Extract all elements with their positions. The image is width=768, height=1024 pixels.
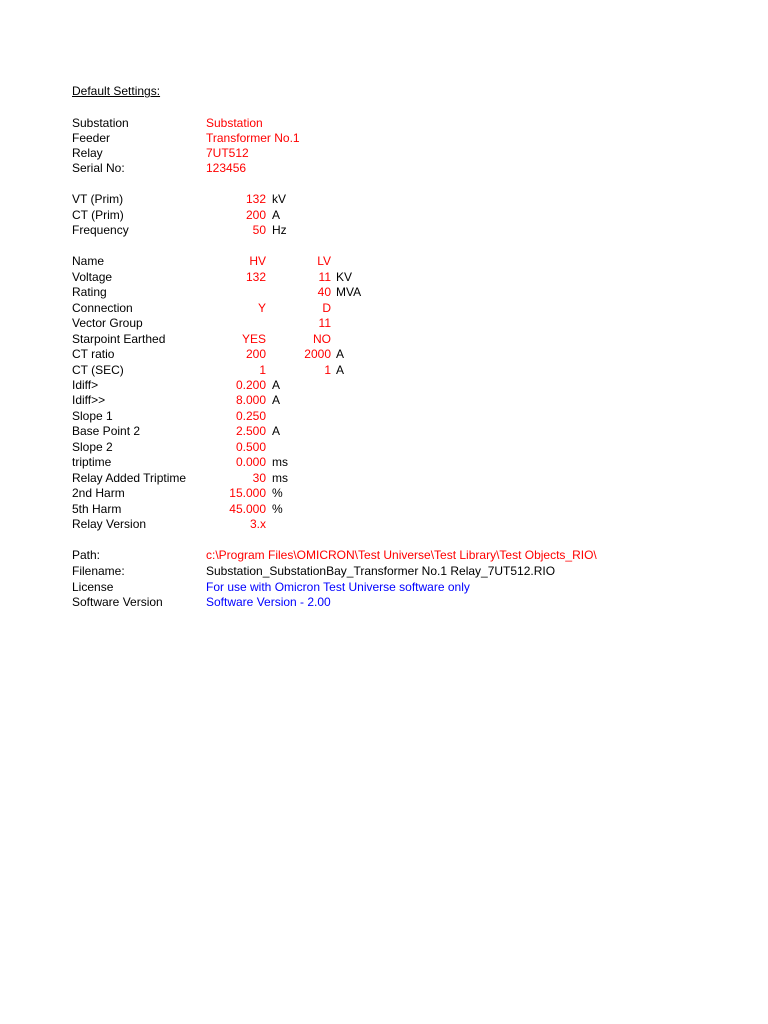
frequency-row bbox=[0, 223, 768, 238]
starpoint-lv: NO bbox=[313, 332, 331, 346]
slope2-value: 0.500 bbox=[235, 440, 266, 454]
idiff1-label: Idiff> bbox=[72, 378, 99, 392]
idiff2-row bbox=[0, 393, 768, 408]
ct-sec-hv: 1 bbox=[259, 363, 266, 377]
base-point2-row bbox=[0, 424, 768, 439]
relay-version-row bbox=[0, 517, 768, 532]
triptime-unit: ms bbox=[272, 455, 288, 469]
ct-ratio-row bbox=[0, 347, 768, 362]
name-hv: HV bbox=[249, 254, 266, 268]
ct-ratio-lv: 2000 bbox=[304, 347, 331, 361]
voltage-hv: 132 bbox=[245, 270, 266, 284]
harm2-value: 15.000 bbox=[229, 486, 266, 500]
harm2-label: 2nd Harm bbox=[72, 486, 125, 500]
relay-added-triptime-row bbox=[0, 471, 768, 486]
path-value: c:\Program Files\OMICRON\Test Universe\Test Library\Test Objects_RIO\ bbox=[206, 548, 597, 562]
connection-label: Connection bbox=[72, 301, 133, 315]
relay-row bbox=[0, 146, 768, 161]
serial-row bbox=[0, 161, 768, 176]
rating-lv: 40 bbox=[317, 285, 331, 299]
slope1-label: Slope 1 bbox=[72, 409, 113, 423]
license-label: License bbox=[72, 580, 114, 594]
license-value: For use with Omicron Test Universe software only bbox=[206, 580, 470, 594]
serial-value: 123456 bbox=[206, 161, 247, 175]
idiff2-value: 8.000 bbox=[235, 393, 266, 407]
connection-hv: Y bbox=[257, 301, 266, 315]
harm5-value: 45.000 bbox=[229, 502, 266, 516]
serial-label: Serial No: bbox=[72, 161, 125, 175]
voltage-label: Voltage bbox=[72, 270, 113, 284]
slope1-value: 0.250 bbox=[235, 409, 266, 423]
vector-group-lv: 11 bbox=[318, 316, 331, 330]
starpoint-row bbox=[0, 332, 768, 347]
harm5-label: 5th Harm bbox=[72, 502, 122, 516]
base-point2-value: 2.500 bbox=[235, 424, 266, 438]
frequency-value: 50 bbox=[252, 223, 266, 237]
ct-prim-row bbox=[0, 208, 768, 223]
idiff1-unit: A bbox=[272, 378, 281, 392]
connection-lv: D bbox=[322, 301, 331, 315]
vector-group-label: Vector Group bbox=[72, 316, 143, 330]
ct-prim-label: CT (Prim) bbox=[72, 208, 124, 222]
connection-row bbox=[0, 301, 768, 316]
filename-row bbox=[0, 564, 768, 579]
idiff2-label: Idiff>> bbox=[72, 393, 106, 407]
base-point2-label: Base Point 2 bbox=[72, 424, 141, 438]
name-lv: LV bbox=[317, 254, 331, 268]
harm2-unit: % bbox=[272, 486, 283, 500]
feeder-value: Transformer No.1 bbox=[206, 131, 300, 145]
harm5-row bbox=[0, 502, 768, 517]
ct-sec-lv: 1 bbox=[324, 363, 331, 377]
triptime-row bbox=[0, 455, 768, 470]
vt-prim-value: 132 bbox=[245, 192, 266, 206]
vt-prim-label: VT (Prim) bbox=[72, 192, 124, 206]
relay-label: Relay bbox=[72, 146, 103, 160]
vt-prim-unit: kV bbox=[272, 192, 287, 206]
rating-row bbox=[0, 285, 768, 300]
ct-ratio-label: CT ratio bbox=[72, 347, 115, 361]
idiff1-row bbox=[0, 378, 768, 393]
substation-label: Substation bbox=[72, 116, 129, 130]
idiff2-unit: A bbox=[272, 393, 281, 407]
relay-added-triptime-unit: ms bbox=[272, 471, 288, 485]
triptime-label: triptime bbox=[72, 455, 112, 469]
base-point2-unit: A bbox=[272, 424, 281, 438]
ct-prim-value: 200 bbox=[245, 208, 266, 222]
vt-prim-row bbox=[0, 192, 768, 207]
filename-label: Filename: bbox=[72, 564, 125, 578]
filename-value: Substation_SubstationBay_Transformer No.1 Relay_7UT512.RIO bbox=[206, 564, 556, 578]
frequency-unit: Hz bbox=[272, 223, 287, 237]
relay-value: 7UT512 bbox=[206, 146, 249, 160]
relay-version-value: 3.x bbox=[249, 517, 266, 531]
idiff1-value: 0.200 bbox=[235, 378, 266, 392]
software-version-label: Software Version bbox=[72, 595, 163, 609]
substation-row bbox=[0, 116, 768, 131]
software-version-row bbox=[0, 595, 768, 610]
relay-version-label: Relay Version bbox=[72, 517, 147, 531]
rating-label: Rating bbox=[72, 285, 107, 299]
slope1-row bbox=[0, 409, 768, 424]
path-label: Path: bbox=[72, 548, 101, 562]
ct-sec-unit: A bbox=[336, 363, 345, 377]
harm2-row bbox=[0, 486, 768, 501]
ct-ratio-unit: A bbox=[336, 347, 345, 361]
rating-unit: MVA bbox=[336, 285, 362, 299]
license-row bbox=[0, 580, 768, 595]
feeder-row bbox=[0, 131, 768, 146]
voltage-lv: 11 bbox=[318, 270, 331, 284]
slope2-row bbox=[0, 440, 768, 455]
ct-sec-label: CT (SEC) bbox=[72, 363, 124, 377]
ct-sec-row bbox=[0, 363, 768, 378]
frequency-label: Frequency bbox=[72, 223, 129, 237]
slope2-label: Slope 2 bbox=[72, 440, 113, 454]
vector-group-row bbox=[0, 316, 768, 331]
voltage-row bbox=[0, 270, 768, 285]
default-settings-heading: Default Settings: bbox=[72, 84, 161, 98]
software-version-value: Software Version - 2.00 bbox=[206, 595, 331, 609]
feeder-label: Feeder bbox=[72, 131, 111, 145]
voltage-unit: KV bbox=[336, 270, 353, 284]
path-row bbox=[0, 548, 768, 563]
name-label: Name bbox=[72, 254, 105, 268]
triptime-value: 0.000 bbox=[235, 455, 266, 469]
starpoint-label: Starpoint Earthed bbox=[72, 332, 166, 346]
relay-added-triptime-label: Relay Added Triptime bbox=[72, 471, 187, 485]
name-row bbox=[0, 254, 768, 269]
starpoint-hv: YES bbox=[241, 332, 266, 346]
ct-prim-unit: A bbox=[272, 208, 281, 222]
substation-value: Substation bbox=[206, 116, 263, 130]
harm5-unit: % bbox=[272, 502, 283, 516]
relay-added-triptime-value: 30 bbox=[252, 471, 266, 485]
ct-ratio-hv: 200 bbox=[245, 347, 266, 361]
